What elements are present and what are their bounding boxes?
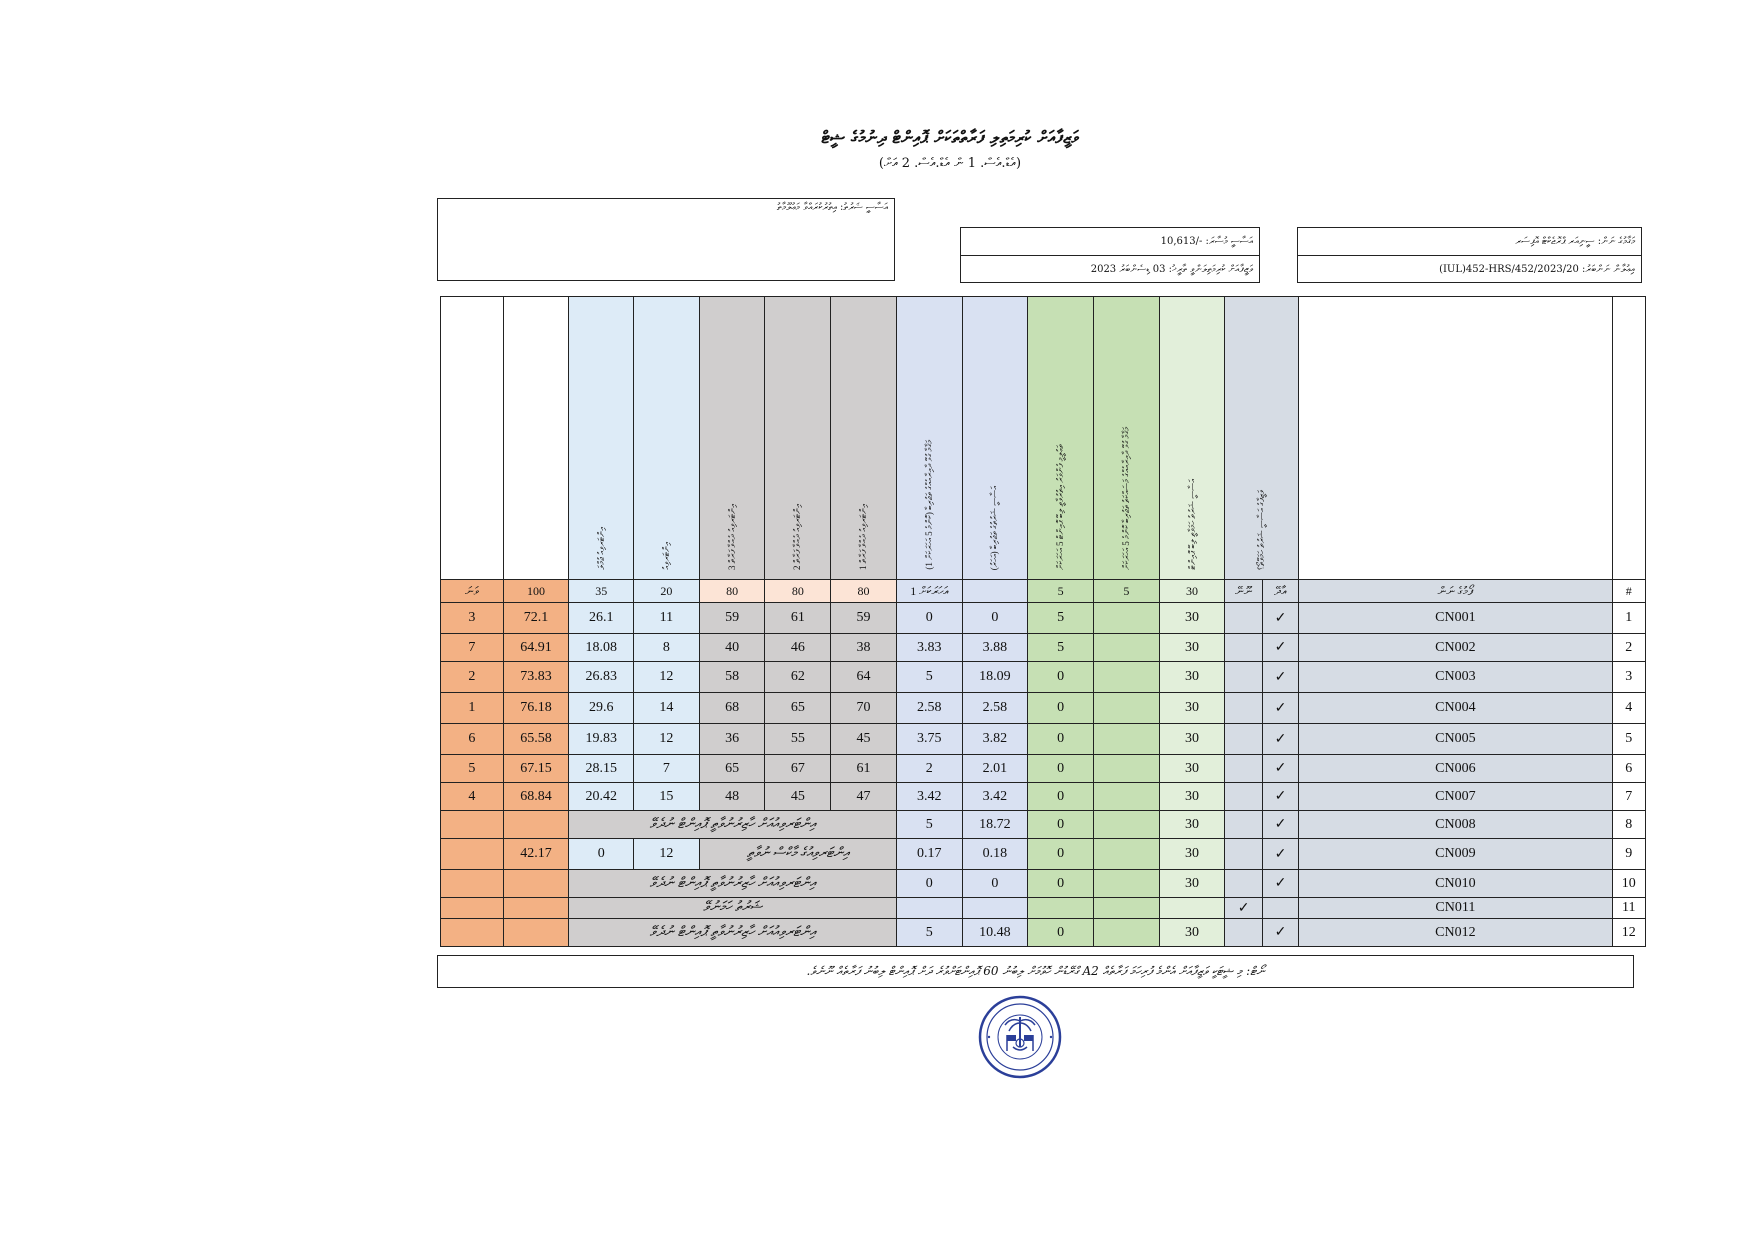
header-interviewer-2: އިންޓަރވިއު ދެއްވާ ފަރާތް 2 [765,297,831,580]
interviewer-2-cell: 45 [765,783,831,811]
higher-qualification-cell: 0 [1028,693,1094,724]
deadline-field: ވަޒީފާއަށް ކުރިމަތިލަންވީ ތާރީޚު: 03 ޑިސެންބަރު 2023 [1090,264,1253,275]
interviewer-3-cell: 40 [699,634,765,662]
interviewer-3-cell: 58 [699,662,765,693]
experience-other-cell: 5 [896,662,962,693]
announcement-field: އިޢުލާން ނަންބަރު: IUL)452-HRS/452/2023/20) [1439,264,1635,275]
eligible-cell: ✓ [1262,811,1298,839]
max-higher-qualification: 5 [1028,580,1094,603]
related-experience-cell [1093,919,1159,947]
salary-info-box [960,227,1260,283]
header-interview-points: އިންޓަރވިއު [634,297,700,580]
interviewer-3-cell: 65 [699,755,765,783]
candidate-name-cell: CN012 [1299,919,1612,947]
interviewer-1-cell: 64 [831,662,897,693]
row-number-cell: 2 [1612,634,1645,662]
row-number-cell: 1 [1612,603,1645,634]
table-row [441,839,1646,870]
experience-other-cell: 5 [896,811,962,839]
interviewer-2-cell: 55 [765,724,831,755]
header-rank [441,297,504,580]
experience-total-cell: 18.72 [962,811,1028,839]
rank-cell: 7 [441,634,504,662]
related-experience-cell [1093,724,1159,755]
interview-total-cell: 26.83 [569,662,634,693]
related-experience-cell [1093,870,1159,898]
rank-cell: 2 [441,662,504,693]
interviewer-1-cell: 45 [831,724,897,755]
experience-total-cell: 2.01 [962,755,1028,783]
interview-total-cell: 20.42 [569,783,634,811]
interview-total-cell: 26.1 [569,603,634,634]
experience-other-cell: 5 [896,919,962,947]
experience-other-cell: 3.75 [896,724,962,755]
interview-points-cell: 11 [634,603,700,634]
table-row [441,603,1646,634]
higher-qualification-cell: 0 [1028,755,1094,783]
row-number-cell: 12 [1612,919,1645,947]
interviewer-1-cell: 59 [831,603,897,634]
rank-cell: 4 [441,783,504,811]
max-not-eligible: ނޫނޭ [1225,580,1262,603]
higher-qualification-cell: 0 [1028,783,1094,811]
eligible-cell: ✓ [1262,755,1298,783]
max-eligible: އާދޭ [1262,580,1298,603]
interview-points-cell: 8 [634,634,700,662]
total-cell: 64.91 [503,634,569,662]
higher-qualification-cell: 5 [1028,634,1094,662]
interview-points-cell: 15 [634,783,700,811]
total-cell: 72.1 [503,603,569,634]
official-seal-icon [973,995,1067,1079]
table-row [441,724,1646,755]
interviewer-2-cell: 65 [765,693,831,724]
table-row [441,811,1646,839]
status-note-cell: އިންޓަރވިއުއަށް ހާޒިރުނުވާތީ ޕޮއިންޓް ނުދެވޭ [569,919,897,947]
status-note-cell: ޝަރުތު ހަމަނުވޭ [569,898,897,919]
eligible-cell: ✓ [1262,634,1298,662]
row-number-cell: 8 [1612,811,1645,839]
table-row [441,634,1646,662]
rank-cell [441,898,504,919]
qualification-points-cell [1159,898,1225,919]
total-cell [503,898,569,919]
interview-total-cell: 18.08 [569,634,634,662]
total-cell [503,811,569,839]
candidate-name-cell: CN005 [1299,724,1612,755]
interviewer-2-cell: 67 [765,755,831,783]
related-experience-cell [1093,634,1159,662]
interviewer-3-cell: 48 [699,783,765,811]
experience-total-cell: 18.09 [962,662,1028,693]
header-experience-total: އަސާސީ ޝަރުތުގެ ތަޖުރިބާ (އަހަރު) [962,297,1028,580]
candidate-name-cell: CN006 [1299,755,1612,783]
qualification-points-cell: 30 [1159,634,1225,662]
total-cell [503,870,569,898]
experience-other-cell: 0.17 [896,839,962,870]
experience-total-cell: 2.58 [962,693,1028,724]
row-number-cell: 5 [1612,724,1645,755]
interview-total-cell: 29.6 [569,693,634,724]
higher-qualification-cell: 0 [1028,662,1094,693]
total-cell [503,919,569,947]
interviewer-3-cell: 59 [699,603,765,634]
header-number [1612,297,1645,580]
related-experience-cell [1093,662,1159,693]
not-eligible-cell [1225,724,1262,755]
not-eligible-cell [1225,811,1262,839]
qualification-points-cell: 30 [1159,919,1225,947]
experience-total-cell: 10.48 [962,919,1028,947]
higher-qualification-cell: 0 [1028,870,1094,898]
remarks-label: އަސާސީ ޝަރުތު: އިތުރުކުރައްވާ މަޢުލޫމާތު [776,202,888,213]
not-eligible-cell [1225,603,1262,634]
header-interview-total: އިންޓަރވިއު ޖުމްލަ [569,297,634,580]
row-number-cell: 10 [1612,870,1645,898]
rank-cell: 1 [441,693,504,724]
candidate-name-cell: CN008 [1299,811,1612,839]
max-interview-total: 35 [569,580,634,603]
table-header-max [441,580,1646,603]
interviewer-1-cell: 70 [831,693,897,724]
interview-points-cell: 12 [634,662,700,693]
table-row [441,898,1646,919]
higher-qualification-cell: 0 [1028,839,1094,870]
table-row [441,783,1646,811]
candidate-name-cell: CN010 [1299,870,1612,898]
header-interviewer-3: އިންޓަރވިއު ދެއްވާ ފަރާތް 3 [699,297,765,580]
post-field: މަޤާމުގެ ނަން: ސީނިއަރ ޕްރޮޖެކްޓް އޮފިސަރ [1298,228,1641,256]
table-row [441,870,1646,898]
max-name: ފޯމުގެ ނަން [1299,580,1612,603]
not-eligible-cell: ✓ [1225,898,1262,919]
max-experience-other: އަހަރަކަށް 1 [896,580,962,603]
experience-other-cell: 2 [896,755,962,783]
row-number-cell: 7 [1612,783,1645,811]
header [440,128,1460,171]
interviewer-3-cell: 68 [699,693,765,724]
not-eligible-cell [1225,839,1262,870]
total-cell: 42.17 [503,839,569,870]
interviewer-2-cell: 62 [765,662,831,693]
experience-total-cell: 0.18 [962,839,1028,870]
interview-total-cell: 19.83 [569,724,634,755]
qualification-points-cell: 30 [1159,693,1225,724]
higher-qualification-cell: 0 [1028,919,1094,947]
header-related-experience: މަޤާމާ ގުޅޭ ދާއިރާއެއްގެ މަސައްކަތު ތަޖުރިބާ ކޮންމެ 5 އަހަރަކަށް [1093,297,1159,580]
qualification-points-cell: 30 [1159,839,1225,870]
total-cell: 67.15 [503,755,569,783]
rank-cell [441,870,504,898]
max-interview-points: 20 [634,580,700,603]
eligible-cell: ✓ [1262,724,1298,755]
not-eligible-cell [1225,693,1262,724]
experience-total-cell: 0 [962,870,1028,898]
row-number-cell: 6 [1612,755,1645,783]
rank-cell: 3 [441,603,504,634]
not-eligible-cell [1225,919,1262,947]
eligible-cell: ✓ [1262,693,1298,724]
total-cell: 76.18 [503,693,569,724]
experience-other-cell: 3.83 [896,634,962,662]
footer-note: ނޯޓް: މި ޝީޓަކީ ވަޒީފާއަށް އެންމެ ފުރިހަމަ ފަރާތެއް A2 ގްރޭޑުން ހޮވުމަށް ލިބުނު 60 ޕޮއިންޓަށްވުރެ ދަށް ޕޮއިންޓް ލިބުނު ފަރާތެއް ނޫނެވެ. [806,964,1265,978]
rank-cell: 6 [441,724,504,755]
header-total [503,297,569,580]
eligible-cell: ✓ [1262,662,1298,693]
header-basic-qualification: ވަޒީފާގެ އަސާސީ ޝަރުތު ހަމަވޭތޯ؟ [1225,297,1299,580]
experience-other-cell: 2.58 [896,693,962,724]
related-experience-cell [1093,811,1159,839]
max-experience-total [962,580,1028,603]
points-table [440,296,1646,947]
experience-other-cell [896,898,962,919]
max-interviewer-2: 80 [765,580,831,603]
qualification-points-cell: 30 [1159,755,1225,783]
interviewer-2-cell: 46 [765,634,831,662]
interview-total-cell: 28.15 [569,755,634,783]
header-experience-other: މަޤާމާ ގުޅޭ ދާއިރާއެއްގެ ތަޖުރިބާ (ކޮންމެ 5 އަހަރަކަށް 1) [896,297,962,580]
related-experience-cell [1093,898,1159,919]
candidate-name-cell: CN011 [1299,898,1612,919]
qualification-points-cell: 30 [1159,724,1225,755]
candidate-name-cell: CN001 [1299,603,1612,634]
qualification-points-cell: 30 [1159,603,1225,634]
eligible-cell [1262,898,1298,919]
not-eligible-cell [1225,870,1262,898]
interview-total-cell: 0 [569,839,634,870]
qualification-points-cell: 30 [1159,811,1225,839]
table-header-labels [441,297,1646,580]
status-note-cell: އިންޓަރވިއުއަށް ހާޒިރުނުވާތީ ޕޮއިންޓް ނުދެވޭ [569,811,897,839]
post-info-box [1297,227,1642,283]
not-eligible-cell [1225,634,1262,662]
max-qualification-points: 30 [1159,580,1225,603]
max-related-experience: 5 [1093,580,1159,603]
experience-other-cell: 0 [896,870,962,898]
related-experience-cell [1093,693,1159,724]
eligible-cell: ✓ [1262,839,1298,870]
candidate-name-cell: CN004 [1299,693,1612,724]
header-higher-qualification: ތަޢުލީމީ ފެންވަރު އިތުރުވާތީ ލިބޭ ޕޮއިންޓް 5 އަހަރަކަށް [1028,297,1094,580]
experience-total-cell [962,898,1028,919]
total-cell: 73.83 [503,662,569,693]
rank-cell [441,811,504,839]
status-note-cell: އިންޓަރވިއުއަށް ހާޒިރުނުވާތީ ޕޮއިންޓް ނުދެވޭ [569,870,897,898]
interviewer-2-cell: 61 [765,603,831,634]
candidate-name-cell: CN002 [1299,634,1612,662]
row-number-cell: 11 [1612,898,1645,919]
not-eligible-cell [1225,783,1262,811]
higher-qualification-cell [1028,898,1094,919]
remarks-box [437,198,895,281]
header-interviewer-1: އިންޓަރވިއު ދެއްވާ ފަރާތް 1 [831,297,897,580]
experience-other-cell: 3.42 [896,783,962,811]
rank-cell [441,839,504,870]
candidate-name-cell: CN007 [1299,783,1612,811]
higher-qualification-cell: 0 [1028,811,1094,839]
not-eligible-cell [1225,662,1262,693]
table-row [441,662,1646,693]
row-number-cell: 4 [1612,693,1645,724]
qualification-points-cell: 30 [1159,783,1225,811]
total-cell: 65.58 [503,724,569,755]
eligible-cell: ✓ [1262,919,1298,947]
table-row [441,755,1646,783]
experience-total-cell: 0 [962,603,1028,634]
qualification-points-cell: 30 [1159,662,1225,693]
interviewer-1-cell: 47 [831,783,897,811]
total-cell: 68.84 [503,783,569,811]
related-experience-cell [1093,783,1159,811]
max-number: # [1612,580,1645,603]
row-number-cell: 9 [1612,839,1645,870]
higher-qualification-cell: 0 [1028,724,1094,755]
related-experience-cell [1093,603,1159,634]
candidate-name-cell: CN003 [1299,662,1612,693]
rank-cell: 5 [441,755,504,783]
eligible-cell: ✓ [1262,603,1298,634]
eligible-cell: ✓ [1262,783,1298,811]
not-eligible-cell [1225,755,1262,783]
eligible-cell: ✓ [1262,870,1298,898]
interview-points-cell: 7 [634,755,700,783]
page-title: ވަޒީފާއަށް ކުރިމަތިލި ފަރާތްތަކަށް ޕޮއިންޓް ދިނުމުގެ ޝީޓް [821,128,1079,148]
table-row [441,693,1646,724]
experience-other-cell: 0 [896,603,962,634]
experience-total-cell: 3.82 [962,724,1028,755]
table-row [441,919,1646,947]
header-name [1299,297,1612,580]
header-qualification-points: އަސާސީ ޝަރުތު ހަމަވާތީ ލިބޭ ޕޮއިންޓް [1159,297,1225,580]
experience-total-cell: 3.42 [962,783,1028,811]
related-experience-cell [1093,755,1159,783]
page-subtitle: (އެޑް.އެސް. 1 ން އެޑް.އެސް. 2 އަށް) [878,156,1022,171]
salary-field: އަސާސީ މުސާރަ: -/10,613 [961,228,1259,256]
interviewer-1-cell: 38 [831,634,897,662]
interviewer-1-cell: 61 [831,755,897,783]
interview-points-cell: 12 [634,839,700,870]
max-rank: ވަނަ [441,580,504,603]
rank-cell [441,919,504,947]
row-number-cell: 3 [1612,662,1645,693]
candidate-name-cell: CN009 [1299,839,1612,870]
interview-points-cell: 12 [634,724,700,755]
max-interviewer-3: 80 [699,580,765,603]
interviewer-3-cell: 36 [699,724,765,755]
related-experience-cell [1093,839,1159,870]
max-interviewer-1: 80 [831,580,897,603]
status-note-cell: އިންޓަރވިއުގެ މާކްސް ނުވާތީ [699,839,896,870]
qualification-points-cell: 30 [1159,870,1225,898]
footer-note-box [437,955,1634,988]
experience-total-cell: 3.88 [962,634,1028,662]
interview-points-cell: 14 [634,693,700,724]
higher-qualification-cell: 5 [1028,603,1094,634]
max-total: 100 [503,580,569,603]
